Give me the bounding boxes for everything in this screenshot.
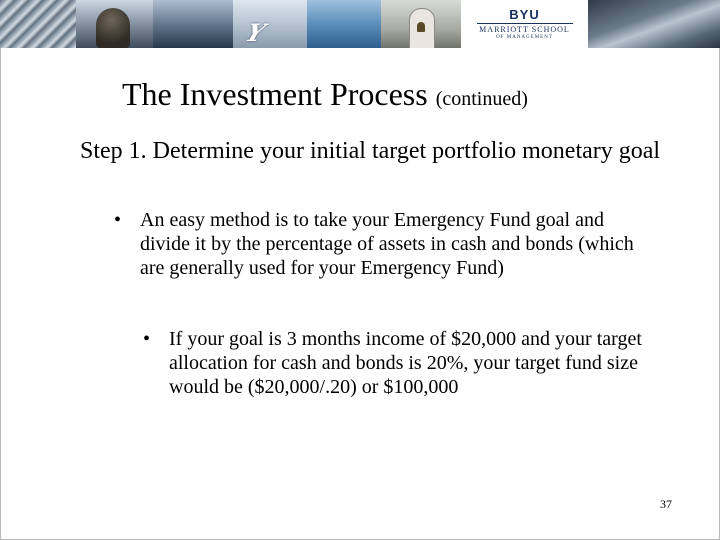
title-subtitle: (continued) xyxy=(435,88,528,110)
header-photo-sky xyxy=(307,0,381,48)
bullet-text: An easy method is to take your Emergency Fund goal and divide it by the percentage of assets in cash and bonds (which are generally used for your Emergency Fund) xyxy=(140,209,634,279)
header-photo-night xyxy=(153,0,233,48)
statue-image xyxy=(96,8,130,48)
header-banner xyxy=(0,0,720,48)
header-photo-mountain-y xyxy=(233,0,307,48)
y-mountain-icon: Y xyxy=(241,18,270,47)
sub-bullet-item xyxy=(143,327,663,399)
bell-icon xyxy=(417,22,425,32)
logo-management-text: OF MANAGEMENT xyxy=(496,34,553,40)
header-photo-building xyxy=(588,0,720,48)
step-heading: Step 1. Determine your initial target portfolio monetary goal xyxy=(80,138,661,164)
header-photo-statue xyxy=(76,0,153,48)
bullet-item xyxy=(114,208,654,280)
header-photo-architecture xyxy=(0,0,76,48)
bullet-dot-icon: • xyxy=(114,209,122,231)
sub-bullet-text: If your goal is 3 months income of $20,000 and your target allocation for cash and bonds is 20%, your target fund size would be ($20,000/.20) or $100,000 xyxy=(169,328,642,398)
logo-byu-text: BYU xyxy=(509,6,540,22)
slide-title xyxy=(122,74,528,119)
title-main: The Investment Process xyxy=(122,76,428,112)
page-number: 37 xyxy=(660,497,672,511)
logo-rule xyxy=(477,23,573,24)
bullet-dot-icon: • xyxy=(143,328,151,350)
header-photo-bell-tower xyxy=(381,0,461,48)
logo-school-text: MARRIOTT SCHOOL xyxy=(479,24,570,34)
byu-logo xyxy=(461,0,588,48)
